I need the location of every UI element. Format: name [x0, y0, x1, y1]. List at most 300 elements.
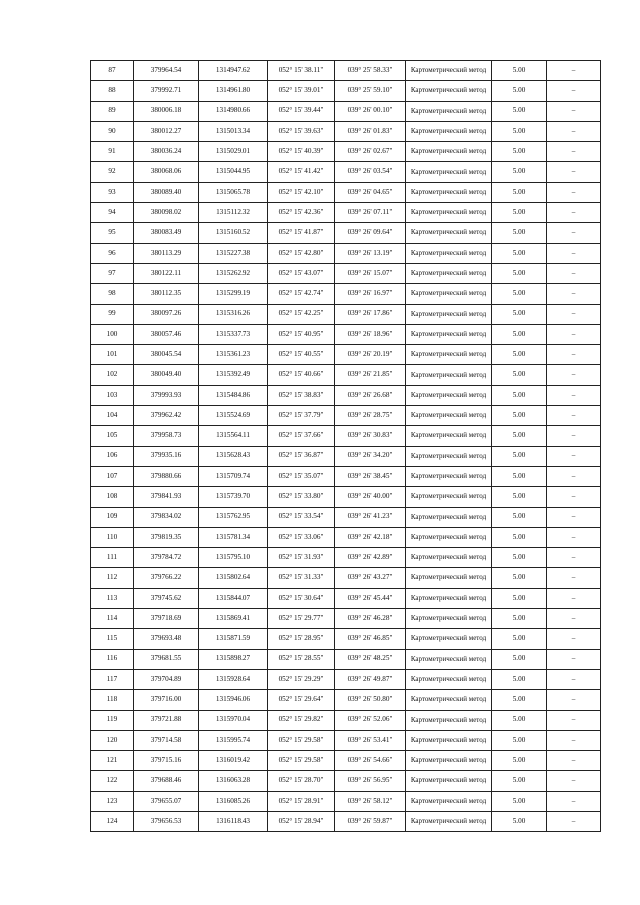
coord-y-cell: 1315361.23	[199, 345, 268, 365]
coord-x-cell: 380036.24	[134, 142, 199, 162]
coord-x-cell: 380049.40	[134, 365, 199, 385]
longitude-cell: 039° 26' 34.20"	[335, 446, 406, 466]
accuracy-cell: 5.00	[492, 811, 547, 831]
longitude-cell: 039° 26' 52.06"	[335, 710, 406, 730]
coord-x-cell: 380122.11	[134, 263, 199, 283]
coord-x-cell: 379688.46	[134, 771, 199, 791]
note-cell: –	[547, 365, 601, 385]
coord-x-cell: 379784.72	[134, 548, 199, 568]
accuracy-cell: 5.00	[492, 507, 547, 527]
accuracy-cell: 5.00	[492, 284, 547, 304]
note-cell: –	[547, 649, 601, 669]
note-cell: –	[547, 121, 601, 141]
point-number-cell: 122	[91, 771, 134, 791]
coord-y-cell: 1315299.19	[199, 284, 268, 304]
method-cell: Картометрический метод	[406, 507, 492, 527]
latitude-cell: 052° 15' 33.06"	[268, 527, 335, 547]
method-cell: Картометрический метод	[406, 142, 492, 162]
longitude-cell: 039° 26' 21.85"	[335, 365, 406, 385]
latitude-cell: 052° 15' 28.95"	[268, 629, 335, 649]
coord-y-cell: 1315316.26	[199, 304, 268, 324]
latitude-cell: 052° 15' 28.70"	[268, 771, 335, 791]
table-row	[91, 487, 601, 507]
note-cell: –	[547, 406, 601, 426]
longitude-cell: 039° 26' 07.11"	[335, 203, 406, 223]
note-cell: –	[547, 243, 601, 263]
note-cell: –	[547, 284, 601, 304]
table-row	[91, 426, 601, 446]
note-cell: –	[547, 548, 601, 568]
method-cell: Картометрический метод	[406, 203, 492, 223]
point-number-cell: 93	[91, 182, 134, 202]
accuracy-cell: 5.00	[492, 304, 547, 324]
point-number-cell: 99	[91, 304, 134, 324]
latitude-cell: 052° 15' 35.07"	[268, 466, 335, 486]
table-row	[91, 710, 601, 730]
table-row	[91, 466, 601, 486]
coord-y-cell: 1316085.26	[199, 791, 268, 811]
accuracy-cell: 5.00	[492, 365, 547, 385]
method-cell: Картометрический метод	[406, 811, 492, 831]
accuracy-cell: 5.00	[492, 182, 547, 202]
coord-y-cell: 1315227.38	[199, 243, 268, 263]
table-row	[91, 142, 601, 162]
latitude-cell: 052° 15' 29.58"	[268, 730, 335, 750]
note-cell: –	[547, 568, 601, 588]
longitude-cell: 039° 26' 43.27"	[335, 568, 406, 588]
point-number-cell: 95	[91, 223, 134, 243]
accuracy-cell: 5.00	[492, 771, 547, 791]
table-row	[91, 669, 601, 689]
point-number-cell: 121	[91, 751, 134, 771]
coord-x-cell: 379656.53	[134, 811, 199, 831]
note-cell: –	[547, 811, 601, 831]
coord-y-cell: 1315484.86	[199, 385, 268, 405]
coord-x-cell: 379766.22	[134, 568, 199, 588]
coord-x-cell: 379993.93	[134, 385, 199, 405]
note-cell: –	[547, 690, 601, 710]
coord-y-cell: 1314947.62	[199, 61, 268, 81]
table-row	[91, 527, 601, 547]
accuracy-cell: 5.00	[492, 791, 547, 811]
latitude-cell: 052° 15' 40.66"	[268, 365, 335, 385]
coord-x-cell: 379655.07	[134, 791, 199, 811]
longitude-cell: 039° 26' 50.80"	[335, 690, 406, 710]
coord-y-cell: 1315160.52	[199, 223, 268, 243]
table-row	[91, 284, 601, 304]
coord-x-cell: 380083.49	[134, 223, 199, 243]
longitude-cell: 039° 26' 30.83"	[335, 426, 406, 446]
longitude-cell: 039° 25' 58.33"	[335, 61, 406, 81]
accuracy-cell: 5.00	[492, 142, 547, 162]
coordinate-table-body	[91, 61, 601, 832]
note-cell: –	[547, 223, 601, 243]
longitude-cell: 039° 26' 59.87"	[335, 811, 406, 831]
note-cell: –	[547, 730, 601, 750]
longitude-cell: 039° 26' 03.54"	[335, 162, 406, 182]
latitude-cell: 052° 15' 28.94"	[268, 811, 335, 831]
longitude-cell: 039° 26' 58.12"	[335, 791, 406, 811]
coord-x-cell: 380068.06	[134, 162, 199, 182]
table-row	[91, 629, 601, 649]
point-number-cell: 123	[91, 791, 134, 811]
table-row	[91, 811, 601, 831]
method-cell: Картометрический метод	[406, 710, 492, 730]
latitude-cell: 052° 15' 33.54"	[268, 507, 335, 527]
coord-x-cell: 379716.00	[134, 690, 199, 710]
accuracy-cell: 5.00	[492, 345, 547, 365]
accuracy-cell: 5.00	[492, 385, 547, 405]
table-row	[91, 446, 601, 466]
method-cell: Картометрический метод	[406, 223, 492, 243]
latitude-cell: 052° 15' 37.66"	[268, 426, 335, 446]
accuracy-cell: 5.00	[492, 121, 547, 141]
table-row	[91, 609, 601, 629]
coord-y-cell: 1315898.27	[199, 649, 268, 669]
longitude-cell: 039° 26' 46.85"	[335, 629, 406, 649]
method-cell: Картометрический метод	[406, 243, 492, 263]
coord-x-cell: 380057.46	[134, 324, 199, 344]
coord-x-cell: 380112.35	[134, 284, 199, 304]
point-number-cell: 88	[91, 81, 134, 101]
longitude-cell: 039° 26' 45.44"	[335, 588, 406, 608]
table-row	[91, 507, 601, 527]
point-number-cell: 112	[91, 568, 134, 588]
accuracy-cell: 5.00	[492, 203, 547, 223]
accuracy-cell: 5.00	[492, 649, 547, 669]
note-cell: –	[547, 609, 601, 629]
longitude-cell: 039° 26' 46.28"	[335, 609, 406, 629]
longitude-cell: 039° 26' 53.41"	[335, 730, 406, 750]
longitude-cell: 039° 26' 38.45"	[335, 466, 406, 486]
coord-y-cell: 1315762.95	[199, 507, 268, 527]
longitude-cell: 039° 26' 17.86"	[335, 304, 406, 324]
longitude-cell: 039° 26' 02.67"	[335, 142, 406, 162]
table-row	[91, 304, 601, 324]
table-row	[91, 385, 601, 405]
method-cell: Картометрический метод	[406, 548, 492, 568]
coord-y-cell: 1315112.32	[199, 203, 268, 223]
latitude-cell: 052° 15' 40.95"	[268, 324, 335, 344]
coord-x-cell: 380098.02	[134, 203, 199, 223]
coord-x-cell: 379958.73	[134, 426, 199, 446]
latitude-cell: 052° 15' 38.11"	[268, 61, 335, 81]
latitude-cell: 052° 15' 33.80"	[268, 487, 335, 507]
latitude-cell: 052° 15' 37.79"	[268, 406, 335, 426]
coord-x-cell: 379964.54	[134, 61, 199, 81]
point-number-cell: 107	[91, 466, 134, 486]
point-number-cell: 119	[91, 710, 134, 730]
table-row	[91, 121, 601, 141]
coord-y-cell: 1315628.43	[199, 446, 268, 466]
note-cell: –	[547, 669, 601, 689]
coordinate-table-page	[90, 60, 600, 832]
coord-y-cell: 1315029.01	[199, 142, 268, 162]
longitude-cell: 039° 26' 42.18"	[335, 527, 406, 547]
longitude-cell: 039° 26' 26.68"	[335, 385, 406, 405]
method-cell: Картометрический метод	[406, 588, 492, 608]
coord-x-cell: 379718.69	[134, 609, 199, 629]
method-cell: Картометрический метод	[406, 527, 492, 547]
method-cell: Картометрический метод	[406, 649, 492, 669]
table-row	[91, 730, 601, 750]
latitude-cell: 052° 15' 39.44"	[268, 101, 335, 121]
point-number-cell: 113	[91, 588, 134, 608]
note-cell: –	[547, 507, 601, 527]
note-cell: –	[547, 588, 601, 608]
method-cell: Картометрический метод	[406, 284, 492, 304]
coord-x-cell: 379962.42	[134, 406, 199, 426]
method-cell: Картометрический метод	[406, 345, 492, 365]
note-cell: –	[547, 345, 601, 365]
coord-y-cell: 1314980.66	[199, 101, 268, 121]
latitude-cell: 052° 15' 39.63"	[268, 121, 335, 141]
coord-y-cell: 1314961.80	[199, 81, 268, 101]
coord-x-cell: 380006.18	[134, 101, 199, 121]
method-cell: Картометрический метод	[406, 304, 492, 324]
table-row	[91, 690, 601, 710]
coord-x-cell: 379841.93	[134, 487, 199, 507]
table-row	[91, 751, 601, 771]
table-row	[91, 81, 601, 101]
coord-x-cell: 380113.29	[134, 243, 199, 263]
coord-x-cell: 379935.16	[134, 446, 199, 466]
coord-x-cell: 380097.26	[134, 304, 199, 324]
point-number-cell: 87	[91, 61, 134, 81]
longitude-cell: 039° 26' 56.95"	[335, 771, 406, 791]
accuracy-cell: 5.00	[492, 446, 547, 466]
accuracy-cell: 5.00	[492, 243, 547, 263]
latitude-cell: 052° 15' 42.36"	[268, 203, 335, 223]
note-cell: –	[547, 203, 601, 223]
longitude-cell: 039° 26' 54.66"	[335, 751, 406, 771]
coord-x-cell: 380089.40	[134, 182, 199, 202]
note-cell: –	[547, 263, 601, 283]
coord-y-cell: 1315928.64	[199, 669, 268, 689]
coord-x-cell: 379992.71	[134, 81, 199, 101]
note-cell: –	[547, 771, 601, 791]
coord-x-cell: 379745.62	[134, 588, 199, 608]
point-number-cell: 91	[91, 142, 134, 162]
longitude-cell: 039° 26' 18.96"	[335, 324, 406, 344]
accuracy-cell: 5.00	[492, 710, 547, 730]
accuracy-cell: 5.00	[492, 162, 547, 182]
note-cell: –	[547, 791, 601, 811]
accuracy-cell: 5.00	[492, 629, 547, 649]
accuracy-cell: 5.00	[492, 61, 547, 81]
table-row	[91, 223, 601, 243]
method-cell: Картометрический метод	[406, 365, 492, 385]
table-row	[91, 61, 601, 81]
coord-x-cell: 379681.55	[134, 649, 199, 669]
method-cell: Картометрический метод	[406, 751, 492, 771]
table-row	[91, 406, 601, 426]
coord-y-cell: 1315995.74	[199, 730, 268, 750]
note-cell: –	[547, 466, 601, 486]
method-cell: Картометрический метод	[406, 466, 492, 486]
coord-y-cell: 1315871.59	[199, 629, 268, 649]
latitude-cell: 052° 15' 28.91"	[268, 791, 335, 811]
note-cell: –	[547, 487, 601, 507]
table-row	[91, 101, 601, 121]
latitude-cell: 052° 15' 42.10"	[268, 182, 335, 202]
longitude-cell: 039° 26' 41.23"	[335, 507, 406, 527]
accuracy-cell: 5.00	[492, 669, 547, 689]
method-cell: Картометрический метод	[406, 609, 492, 629]
point-number-cell: 106	[91, 446, 134, 466]
table-row	[91, 243, 601, 263]
latitude-cell: 052° 15' 42.25"	[268, 304, 335, 324]
method-cell: Картометрический метод	[406, 61, 492, 81]
method-cell: Картометрический метод	[406, 121, 492, 141]
coord-x-cell: 379715.16	[134, 751, 199, 771]
note-cell: –	[547, 629, 601, 649]
coord-y-cell: 1315564.11	[199, 426, 268, 446]
point-number-cell: 94	[91, 203, 134, 223]
latitude-cell: 052° 15' 30.64"	[268, 588, 335, 608]
accuracy-cell: 5.00	[492, 466, 547, 486]
latitude-cell: 052° 15' 43.07"	[268, 263, 335, 283]
table-row	[91, 649, 601, 669]
coord-y-cell: 1315709.74	[199, 466, 268, 486]
accuracy-cell: 5.00	[492, 548, 547, 568]
latitude-cell: 052° 15' 41.42"	[268, 162, 335, 182]
note-cell: –	[547, 426, 601, 446]
coord-y-cell: 1315869.41	[199, 609, 268, 629]
table-row	[91, 791, 601, 811]
coord-x-cell: 379721.88	[134, 710, 199, 730]
coord-y-cell: 1315844.07	[199, 588, 268, 608]
coord-x-cell: 380045.54	[134, 345, 199, 365]
longitude-cell: 039° 26' 04.65"	[335, 182, 406, 202]
method-cell: Картометрический метод	[406, 487, 492, 507]
point-number-cell: 120	[91, 730, 134, 750]
point-number-cell: 105	[91, 426, 134, 446]
table-row	[91, 345, 601, 365]
point-number-cell: 109	[91, 507, 134, 527]
method-cell: Картометрический метод	[406, 81, 492, 101]
note-cell: –	[547, 527, 601, 547]
table-row	[91, 588, 601, 608]
coord-y-cell: 1315970.04	[199, 710, 268, 730]
note-cell: –	[547, 751, 601, 771]
longitude-cell: 039° 26' 42.89"	[335, 548, 406, 568]
coord-y-cell: 1315739.70	[199, 487, 268, 507]
note-cell: –	[547, 142, 601, 162]
point-number-cell: 92	[91, 162, 134, 182]
coord-x-cell: 379880.66	[134, 466, 199, 486]
accuracy-cell: 5.00	[492, 527, 547, 547]
latitude-cell: 052° 15' 39.01"	[268, 81, 335, 101]
note-cell: –	[547, 446, 601, 466]
longitude-cell: 039° 26' 49.87"	[335, 669, 406, 689]
coord-x-cell: 380012.27	[134, 121, 199, 141]
method-cell: Картометрический метод	[406, 771, 492, 791]
latitude-cell: 052° 15' 42.80"	[268, 243, 335, 263]
method-cell: Картометрический метод	[406, 324, 492, 344]
latitude-cell: 052° 15' 29.64"	[268, 690, 335, 710]
coord-y-cell: 1315065.78	[199, 182, 268, 202]
method-cell: Картометрический метод	[406, 101, 492, 121]
point-number-cell: 102	[91, 365, 134, 385]
method-cell: Картометрический метод	[406, 669, 492, 689]
note-cell: –	[547, 81, 601, 101]
point-number-cell: 114	[91, 609, 134, 629]
table-row	[91, 324, 601, 344]
coord-y-cell: 1315044.95	[199, 162, 268, 182]
method-cell: Картометрический метод	[406, 791, 492, 811]
coord-x-cell: 379693.48	[134, 629, 199, 649]
point-number-cell: 111	[91, 548, 134, 568]
coord-y-cell: 1315392.49	[199, 365, 268, 385]
coord-y-cell: 1315262.92	[199, 263, 268, 283]
method-cell: Картометрический метод	[406, 426, 492, 446]
accuracy-cell: 5.00	[492, 568, 547, 588]
method-cell: Картометрический метод	[406, 182, 492, 202]
accuracy-cell: 5.00	[492, 487, 547, 507]
longitude-cell: 039° 26' 00.10"	[335, 101, 406, 121]
latitude-cell: 052° 15' 42.74"	[268, 284, 335, 304]
point-number-cell: 89	[91, 101, 134, 121]
coord-y-cell: 1315781.34	[199, 527, 268, 547]
longitude-cell: 039° 26' 20.19"	[335, 345, 406, 365]
latitude-cell: 052° 15' 28.55"	[268, 649, 335, 669]
note-cell: –	[547, 61, 601, 81]
coord-y-cell: 1316118.43	[199, 811, 268, 831]
note-cell: –	[547, 304, 601, 324]
point-number-cell: 96	[91, 243, 134, 263]
accuracy-cell: 5.00	[492, 588, 547, 608]
table-row	[91, 568, 601, 588]
point-number-cell: 124	[91, 811, 134, 831]
longitude-cell: 039° 26' 40.00"	[335, 487, 406, 507]
table-row	[91, 203, 601, 223]
coord-y-cell: 1315946.06	[199, 690, 268, 710]
latitude-cell: 052° 15' 38.83"	[268, 385, 335, 405]
table-row	[91, 162, 601, 182]
point-number-cell: 108	[91, 487, 134, 507]
method-cell: Картометрический метод	[406, 568, 492, 588]
coordinate-table	[90, 60, 601, 832]
note-cell: –	[547, 324, 601, 344]
point-number-cell: 110	[91, 527, 134, 547]
accuracy-cell: 5.00	[492, 324, 547, 344]
accuracy-cell: 5.00	[492, 81, 547, 101]
longitude-cell: 039° 26' 16.97"	[335, 284, 406, 304]
longitude-cell: 039° 26' 01.83"	[335, 121, 406, 141]
accuracy-cell: 5.00	[492, 426, 547, 446]
accuracy-cell: 5.00	[492, 609, 547, 629]
accuracy-cell: 5.00	[492, 730, 547, 750]
coord-y-cell: 1316019.42	[199, 751, 268, 771]
method-cell: Картометрический метод	[406, 690, 492, 710]
latitude-cell: 052° 15' 29.58"	[268, 751, 335, 771]
point-number-cell: 100	[91, 324, 134, 344]
point-number-cell: 118	[91, 690, 134, 710]
coord-x-cell: 379704.89	[134, 669, 199, 689]
latitude-cell: 052° 15' 41.87"	[268, 223, 335, 243]
longitude-cell: 039° 25' 59.10"	[335, 81, 406, 101]
longitude-cell: 039° 26' 15.07"	[335, 263, 406, 283]
longitude-cell: 039° 26' 13.19"	[335, 243, 406, 263]
point-number-cell: 117	[91, 669, 134, 689]
point-number-cell: 103	[91, 385, 134, 405]
table-row	[91, 263, 601, 283]
note-cell: –	[547, 101, 601, 121]
method-cell: Картометрический метод	[406, 629, 492, 649]
method-cell: Картометрический метод	[406, 385, 492, 405]
accuracy-cell: 5.00	[492, 690, 547, 710]
